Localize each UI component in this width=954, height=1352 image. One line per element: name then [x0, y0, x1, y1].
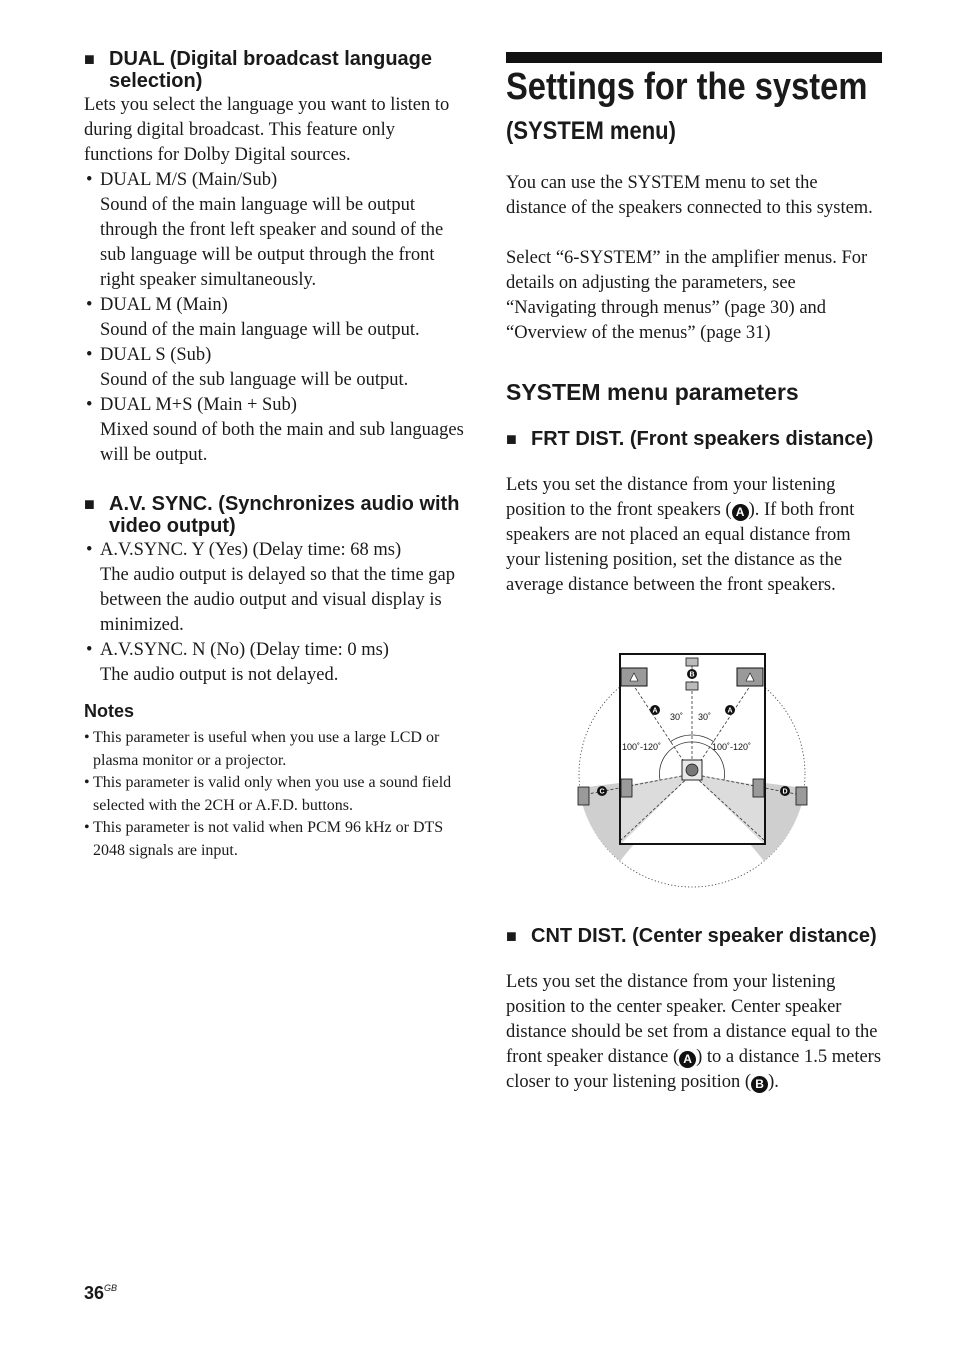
angle-right-label: 30˚: [698, 712, 712, 722]
marker-a-icon: A: [679, 1051, 696, 1068]
svg-text:A: A: [652, 707, 658, 715]
square-bullet-icon: ■: [506, 429, 517, 449]
avsync-options-list: [84, 538, 464, 688]
marker-b-icon: B: [751, 1076, 768, 1093]
cnt-dist-heading: ■ CNT DIST. (Center speaker distance): [506, 925, 877, 947]
list-item: • A.V.SYNC. N (No) (Delay time: 0 ms) The audio output is not delayed.: [86, 640, 389, 685]
note-item: • This parameter is useful when you use a large LCD or plasma monitor or a projector.: [84, 729, 440, 769]
listener-icon: [682, 760, 702, 780]
list-item: • DUAL S (Sub) Sound of the sub language will be output.: [86, 345, 409, 390]
label-c-icon: [597, 786, 607, 796]
page-title: Settings for the system: [506, 66, 868, 108]
intro-paragraph-1: You can use the SYSTEM menu to set the distance of the speakers connected to this system.: [506, 173, 873, 218]
svg-text:B: B: [689, 671, 695, 679]
svg-text:C: C: [599, 788, 605, 796]
svg-text:D: D: [782, 788, 788, 796]
notes-list: [84, 727, 464, 862]
title-rule: [506, 52, 882, 63]
dual-options-list: [84, 168, 464, 468]
params-heading: SYSTEM menu parameters: [506, 379, 799, 405]
svg-text:A: A: [727, 707, 733, 715]
frt-dist-heading: ■ FRT DIST. (Front speakers distance): [506, 428, 874, 450]
square-bullet-icon: ■: [506, 926, 517, 946]
list-item: • A.V.SYNC. Y (Yes) (Delay time: 68 ms) The audio output is delayed so that the time gap between the audio output and visual display is minimized.: [86, 540, 456, 635]
label-a-right-icon: [725, 705, 735, 715]
frt-dist-text: Lets you set the distance from your listening position to the front speakers ( A ). If both front speakers are not placed an equal distance from your listening position, set the distance as the average distance between the front speakers.: [506, 475, 855, 595]
range-left-label: 100˚-120˚: [622, 742, 662, 752]
intro-paragraph-2: Select “6-SYSTEM” in the amplifier menus. For details on adjusting the parameters, see “Navigating through menus” (page 30) and “Overview of the menus” (page 31): [506, 248, 868, 343]
avsync-heading: ■ A.V. SYNC. (Synchronizes audio with video output): [84, 493, 460, 537]
page-number: $36^{GB}$: [84, 1283, 118, 1303]
range-right-label: 100˚-120˚: [712, 742, 752, 752]
angle-left-label: 30˚: [670, 712, 684, 722]
list-item: • DUAL M+S (Main + Sub) Mixed sound of both the main and sub languages will be output.: [86, 395, 464, 465]
cnt-dist-text: Lets you set the distance from your listening position to the center speaker. Center speaker distance should be set from a distance equal to the front speaker distance ( A ) to a distance 1.5 meters closer to your listening position ( B ).: [506, 972, 882, 1092]
note-item: • This parameter is valid only when you use a sound field selected with the 2CH or A.F.D. buttons.: [84, 774, 452, 814]
marker-a-icon: A: [732, 504, 749, 521]
front-left-speaker-icon: [621, 668, 647, 686]
label-a-left-icon: [650, 705, 660, 715]
note-item: • This parameter is not valid when PCM 96 kHz or DTS 2048 signals are input.: [84, 819, 444, 859]
list-item: • DUAL M (Main) Sound of the main language will be output.: [86, 295, 420, 340]
label-d-icon: [780, 786, 790, 796]
dual-intro: Lets you select the language you want to listen to during digital broadcast. This feature only functions for Dolby Digital sources.: [84, 95, 450, 165]
label-b-icon: [687, 669, 697, 679]
notes-title: Notes: [84, 701, 135, 721]
square-bullet-icon: ■: [84, 494, 95, 514]
front-right-speaker-icon: [737, 668, 763, 686]
speaker-placement-diagram: [574, 650, 814, 892]
list-item: • DUAL M/S (Main/Sub) Sound of the main language will be output through the front left speaker and sound of the sub language will be output through the front right speaker simultaneously.: [86, 170, 444, 290]
page-subtitle: (SYSTEM menu): [506, 117, 676, 145]
region-code: GB: [104, 1283, 118, 1293]
dual-heading: ■ DUAL (Digital broadcast language selection): [84, 48, 433, 92]
square-bullet-icon: ■: [84, 49, 95, 69]
